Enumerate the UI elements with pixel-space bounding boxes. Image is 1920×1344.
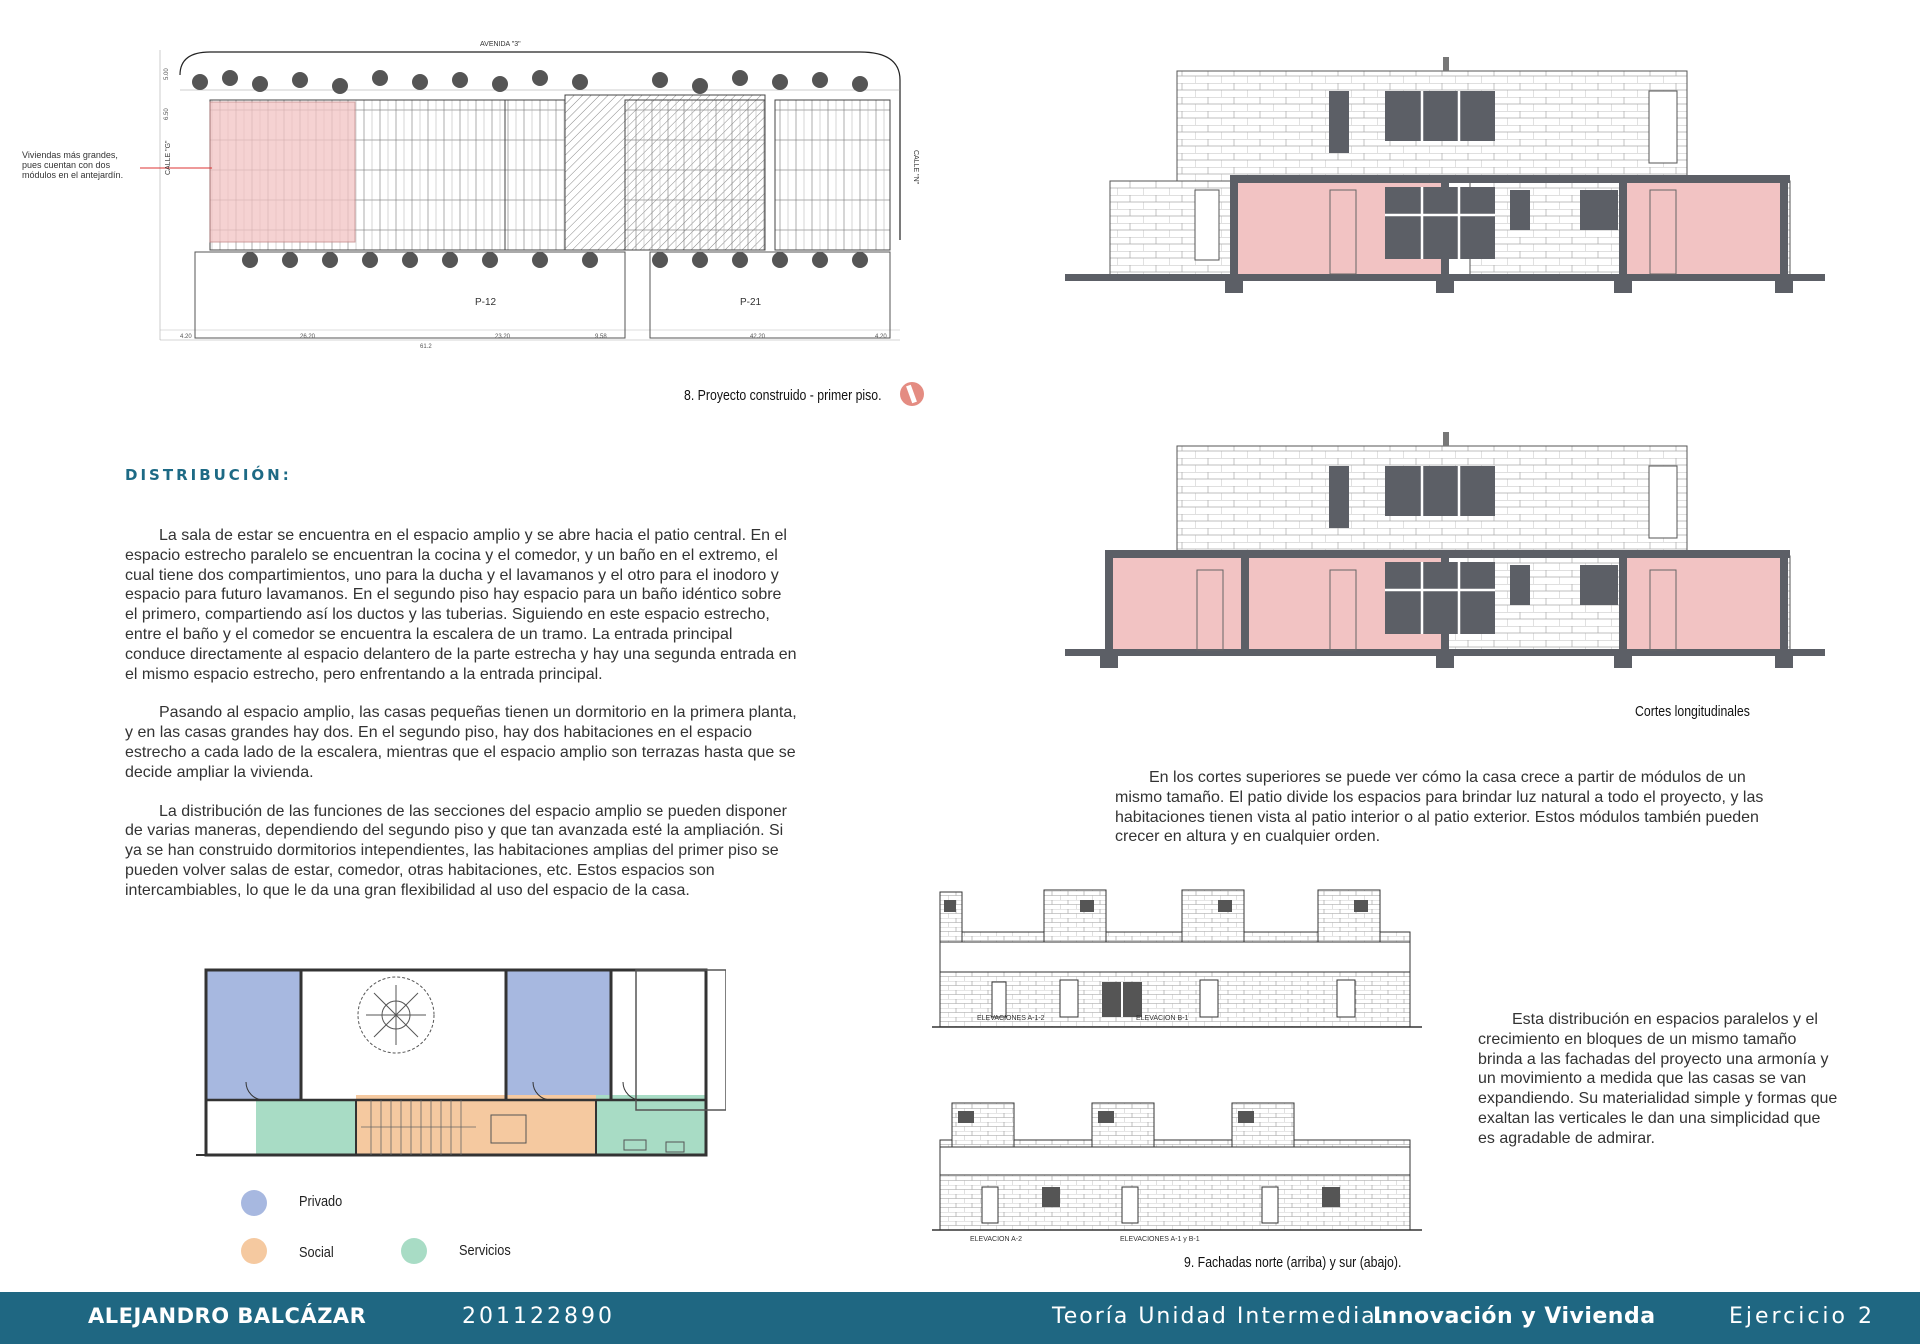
elevation-label-a12: ELEVACIONES A-1-2 <box>977 1015 1045 1022</box>
elevation-label-a1b1: ELEVACIONES A-1 y B-1 <box>1120 1236 1200 1243</box>
footer-bar <box>0 1292 1920 1344</box>
tree-icon <box>772 252 788 268</box>
elevation-label-b1: ELEVACION B-1 <box>1136 1015 1189 1022</box>
tree-icon <box>812 252 828 268</box>
elevations-text <box>1478 1010 1840 1149</box>
legend-social-dot <box>241 1238 267 1264</box>
tree-icon <box>192 74 208 90</box>
footer-student-id: 201122890 <box>462 1304 615 1329</box>
legend-servicios-label: Servicios <box>459 1242 511 1259</box>
floor-plan <box>196 960 726 1185</box>
tree-icon <box>332 78 348 94</box>
distribucion-text <box>125 526 797 901</box>
tree-icon <box>812 72 828 88</box>
tree-icon <box>242 252 258 268</box>
elevation-north-drawing <box>932 882 1422 1032</box>
dim-bottom-5: 9.58 <box>595 334 607 340</box>
tree-icon <box>482 252 498 268</box>
tree-icon <box>402 252 418 268</box>
footer-course: Teoría Unidad Intermedia. <box>1052 1304 1386 1329</box>
dim-bottom-7: 4.20 <box>875 334 887 340</box>
distribucion-paragraph-2: Pasando al espacio amplio, las casas pequeñas tienen un dormitorio en la primera planta, y en las casas grandes hay dos. En el segundo piso, hay dos habitaciones en el espacio estrecho a cada lado de la escalera, mientras que el espacio amplio son terrazas hasta que se decide ampliar la vivienda. <box>125 704 797 781</box>
tree-icon <box>322 252 338 268</box>
legend-social-label: Social <box>299 1244 334 1261</box>
tree-icon <box>852 76 868 92</box>
tree-icon <box>282 252 298 268</box>
elevations-caption: 9. Fachadas norte (arriba) y sur (abajo). <box>1184 1254 1402 1271</box>
section-1-drawing <box>1065 55 1825 305</box>
street-left-label: CALLE "G" <box>165 140 172 175</box>
street-right-label: CALLE "N" <box>912 150 919 185</box>
legend-servicios-dot <box>401 1238 427 1264</box>
elevation-north <box>932 882 1422 1032</box>
tree-icon <box>492 76 508 92</box>
footer-author: ALEJANDRO BALCÁZAR <box>88 1304 367 1328</box>
tree-icon <box>582 252 598 268</box>
tree-icon <box>732 252 748 268</box>
tree-icon <box>252 76 268 92</box>
distribucion-paragraph-3: La distribución de las funciones de las secciones del espacio amplio se pueden disponer de varias maneras, dependiendo del segundo piso y que tan avanzada esté la ampliación. Si ya se han construido dormitorios intependientes, las habitaciones amplias del primer piso se pueden volver salas de estar, comedor, otras habitaciones, etc. Estos espacios son intercambiables, lo que le da una gran flexibilidad al uso del espacio de la casa. <box>125 802 787 899</box>
sections-paragraph: En los cortes superiores se puede ver cómo la casa crece a partir de módulos de un mismo tamaño. El patio divide los espacios para brindar luz natural a todo el proyecto, y las habitaciones tienen vista al patio interior o al patio exterior. Estos módulos también pueden crecer en altura y en cualquier orden. <box>1115 769 1764 846</box>
tree-icon <box>652 72 668 88</box>
dim-bottom-1: 4.20 <box>180 334 192 340</box>
site-plan-note-line: módulos en el antejardín. <box>22 170 124 180</box>
tree-icon <box>732 70 748 86</box>
dim-top-2: 6.50 <box>164 108 170 120</box>
tree-icon <box>532 70 548 86</box>
tree-icon <box>372 70 388 86</box>
floor-plan-drawing <box>196 960 726 1185</box>
elevations-paragraph: Esta distribución en espacios paralelos y el crecimiento en bloques de un mismo tamaño brinda a las fachadas del proyecto una armonía y un movimiento a medida que las casas se van expandiendo. Su materialidad simple y formas que exaltan las verticales le dan una simplicidad que es agradable de admirar. <box>1478 1011 1838 1147</box>
site-plan-note-line: Viviendas más grandes, <box>22 150 118 160</box>
sections-text <box>1115 768 1787 847</box>
footer-subject: Innovación y Vivienda <box>1373 1304 1656 1329</box>
dim-top-1: 5.00 <box>164 68 170 80</box>
tree-icon <box>692 78 708 94</box>
compass-icon <box>900 382 924 406</box>
avenue-label: AVENIDA "3" <box>480 41 521 48</box>
footer-exercise: Ejercicio 2 <box>1729 1304 1875 1329</box>
tree-icon <box>652 252 668 268</box>
tree-icon <box>452 72 468 88</box>
legend-privado-dot <box>241 1190 267 1216</box>
tree-icon <box>442 252 458 268</box>
tree-icon <box>692 252 708 268</box>
site-plan <box>140 20 920 360</box>
tree-icon <box>532 252 548 268</box>
legend-privado-label: Privado <box>299 1193 343 1210</box>
section-2 <box>1065 430 1825 680</box>
dim-bottom-4: 23.20 <box>495 334 511 340</box>
section-1 <box>1065 55 1825 305</box>
site-plan-drawing <box>140 20 920 360</box>
parking-right-label: P-21 <box>740 297 762 308</box>
tree-icon <box>362 252 378 268</box>
sections-caption: Cortes longitudinales <box>1635 703 1750 720</box>
elevation-label-a2: ELEVACION A-2 <box>970 1236 1023 1243</box>
site-plan-caption: 8. Proyecto construido - primer piso. <box>684 387 882 404</box>
parking-left-label: P-12 <box>475 297 497 308</box>
tree-icon <box>412 74 428 90</box>
dim-bottom-3: 61.2 <box>420 344 432 350</box>
site-plan-note-line: pues cuentan con dos <box>22 160 111 170</box>
distribucion-paragraph-1: La sala de estar se encuentra en el espacio amplio y se abre hacia el patio central. En el espacio estrecho paralelo se encuentran la cocina y el comedor, y un baño en el extremo, el cual tiene dos compartimientos, uno para la ducha y el lavamanos y el otro para el inodoro y espacio para futuro lavamanos. En el segundo piso hay espacio para un baño idéntico sobre el primero, compartiendo así los ductos y las tuberias. Siguiendo en este espacio estrecho, entre el baño y el comedor se encuentra la escalera de un tramo. La entrada principal conduce directamente al espacio delantero de la parte estrecha y hay una segunda entrada en el mismo espacio estrecho, pero enfrentando a la entrada principal. <box>125 527 797 683</box>
distribucion-title: DISTRIBUCIÓN: <box>125 466 292 484</box>
tree-icon <box>772 74 788 90</box>
elevation-south <box>932 1095 1422 1235</box>
tree-icon <box>852 252 868 268</box>
dim-bottom-2: 26.20 <box>300 334 316 340</box>
dim-bottom-6: 42.20 <box>750 334 766 340</box>
tree-icon <box>222 70 238 86</box>
tree-icon <box>572 74 588 90</box>
elevation-south-drawing <box>932 1095 1422 1235</box>
section-2-drawing <box>1065 430 1825 680</box>
site-plan-note <box>22 150 142 180</box>
tree-icon <box>292 72 308 88</box>
